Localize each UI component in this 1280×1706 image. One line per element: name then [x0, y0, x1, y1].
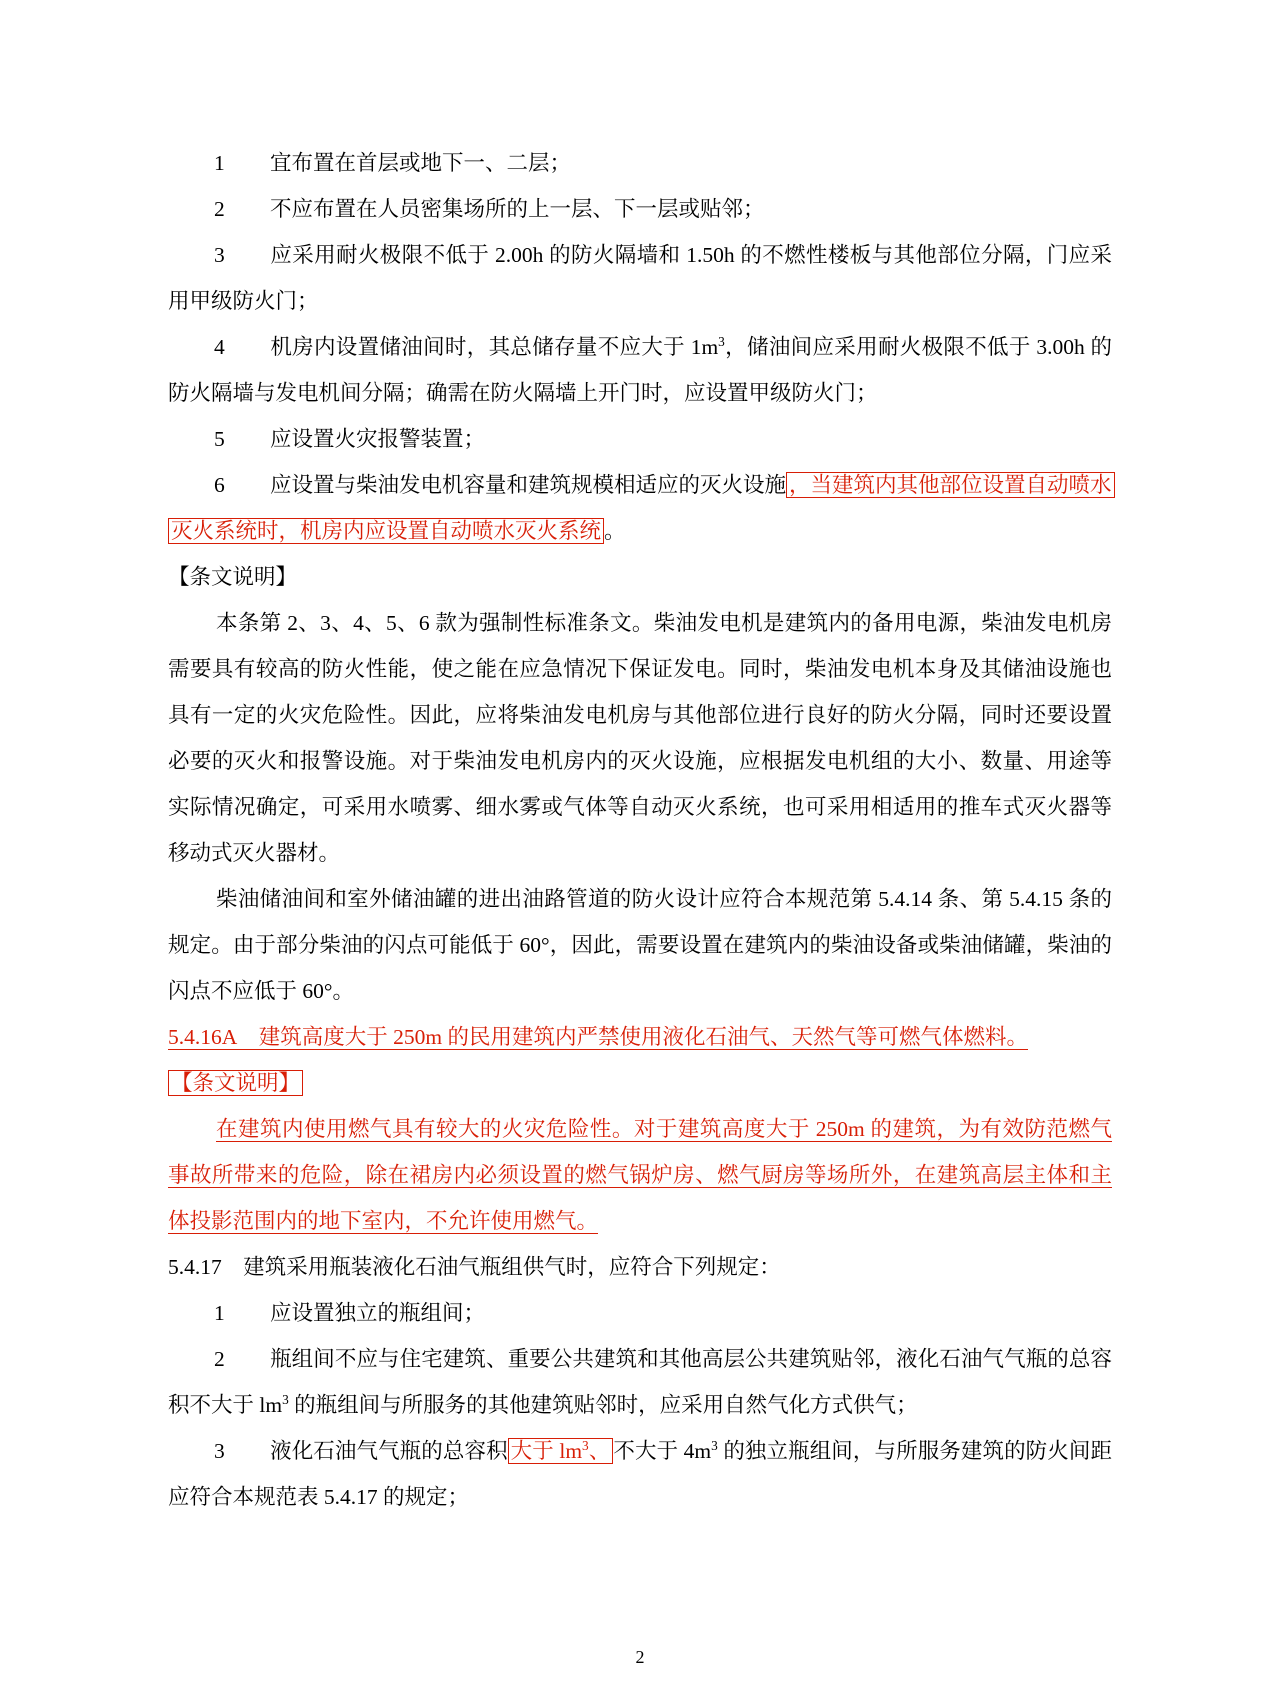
explanation-paragraph: 柴油储油间和室外储油罐的进出油路管道的防火设计应符合本规范第 5.4.14 条、第 5.4.15 条的规定。由于部分柴油的闪点可能低于 60°，因此，需要设置在建筑内的柴油设备或柴油储罐，柴油的闪点不应低于 60°。 — [168, 887, 1112, 1003]
list-item-text-after-b: 的独立瓶组间，与所服务建筑的防火间距应符合本规范表 5.4.17 的规定； — [168, 1439, 1112, 1509]
clause-text: 建筑高度大于 250m 的民用建筑内严禁使用液化石油气、天然气等可燃气体燃料。 — [258, 1025, 1029, 1049]
list-item-marker: 3 — [214, 1439, 225, 1463]
list-item-text: 应设置火灾报警装置； — [270, 427, 486, 451]
list-item-marker: 1 — [214, 151, 225, 175]
clause-text: 建筑采用瓶装液化石油气瓶组供气时，应符合下列规定： — [243, 1255, 781, 1279]
list-item — [168, 232, 1112, 324]
explanation-paragraph-revised — [168, 1106, 1112, 1244]
document-body — [168, 140, 1112, 1520]
list-item — [168, 1336, 1112, 1428]
list-item-text-before: 应设置与柴油发电机容量和建筑规模相适应的灭火设施 — [270, 473, 787, 497]
superscript: 3 — [711, 1437, 718, 1453]
list-item-marker: 2 — [214, 1347, 225, 1371]
revision-highlight-text-b: 、 — [588, 1439, 611, 1463]
list-item-text: 应采用耐火极限不低于 2.00h 的防火隔墙和 1.50h 的不燃性楼板与其他部位分隔，门应采用甲级防火门； — [168, 243, 1112, 313]
explanation-heading: 【条文说明】 — [168, 565, 298, 589]
list-item — [168, 416, 1112, 462]
clause-number: 5.4.16A — [168, 1025, 238, 1049]
list-item-text-after-a: 不大于 4m — [613, 1439, 712, 1463]
list-item-marker: 2 — [214, 197, 225, 221]
list-item-text: 宜布置在首层或地下一、二层； — [270, 151, 572, 175]
superscript: 3 — [282, 1391, 289, 1407]
list-item-text-before: 液化石油气气瓶的总容积 — [270, 1439, 508, 1463]
page-number: 2 — [635, 1647, 645, 1667]
list-item — [168, 1290, 1112, 1336]
list-item-marker: 5 — [214, 427, 225, 451]
list-item-text-a: 瓶组间不应与住宅建筑、重要公共建筑和其他高层公共建筑贴邻，液化石油气气瓶的总容积不大于 lm — [168, 1347, 1112, 1417]
list-item-marker: 1 — [214, 1301, 225, 1325]
list-item — [168, 1428, 1112, 1520]
list-item — [168, 324, 1112, 416]
list-item — [168, 186, 1112, 232]
list-item — [168, 462, 1112, 554]
list-item-text-b: ，储油间应采用耐火极限不低于 3.00h 的防火隔墙与发电机间分隔；确需在防火隔墙上开门时，应设置甲级防火门； — [168, 335, 1112, 405]
clause-number: 5.4.17 — [168, 1255, 222, 1279]
list-item-text-b: 的瓶组间与所服务的其他建筑贴邻时，应采用自然气化方式供气； — [288, 1393, 918, 1417]
list-item-text: 应设置独立的瓶组间； — [270, 1301, 486, 1325]
explanation-heading-2-wrap — [168, 1060, 1112, 1106]
revision-highlight-box: ，当建筑内其他部位设置自动喷水灭火系统时，机房内应设置自动喷水灭火系统 — [168, 472, 1115, 544]
superscript: 3 — [718, 333, 725, 349]
explanation-paragraph-text: 在建筑内使用燃气具有较大的火灾危险性。对于建筑高度大于 250m 的建筑，为有效防范燃气事故所带来的危险，除在裙房内必须设置的燃气锅炉房、燃气厨房等场所外，在建筑高层主体和主体投影范围内的地下室内，不允许使用燃气。 — [168, 1117, 1112, 1233]
list-item-text: 不应布置在人员密集场所的上一层、下一层或贴邻； — [270, 197, 765, 221]
list-item-text-after: 。 — [604, 519, 626, 543]
clause-5416A — [168, 1014, 1112, 1060]
explanation-heading-2: 【条文说明】 — [168, 1070, 303, 1096]
list-item-marker: 6 — [214, 473, 225, 497]
clause-5417 — [168, 1244, 1112, 1290]
revision-highlight-box — [508, 1438, 614, 1464]
list-item-text-a: 机房内设置储油间时，其总储存量不应大于 1m — [270, 335, 719, 359]
explanation-paragraph: 本条第 2、3、4、5、6 款为强制性标准条文。柴油发电机是建筑内的备用电源，柴油发电机房需要具有较高的防火性能，使之能在应急情况下保证发电。同时，柴油发电机本身及其储油设施也具有一定的火灾危险性。因此，应将柴油发电机房与其他部位进行良好的防火分隔，同时还要设置必要的灭火和报警设施。对于柴油发电机房内的灭火设施，应根据发电机组的大小、数量、用途等实际情况确定，可采用水喷雾、细水雾或气体等自动灭火系统，也可采用相适用的推车式灭火器等移动式灭火器材。 — [168, 611, 1112, 865]
list-item-marker: 3 — [214, 243, 225, 267]
superscript: 3 — [582, 1437, 589, 1453]
list-item — [168, 140, 1112, 186]
list-item-marker: 4 — [214, 335, 225, 359]
revision-highlight-text-a: 大于 lm — [510, 1439, 583, 1463]
